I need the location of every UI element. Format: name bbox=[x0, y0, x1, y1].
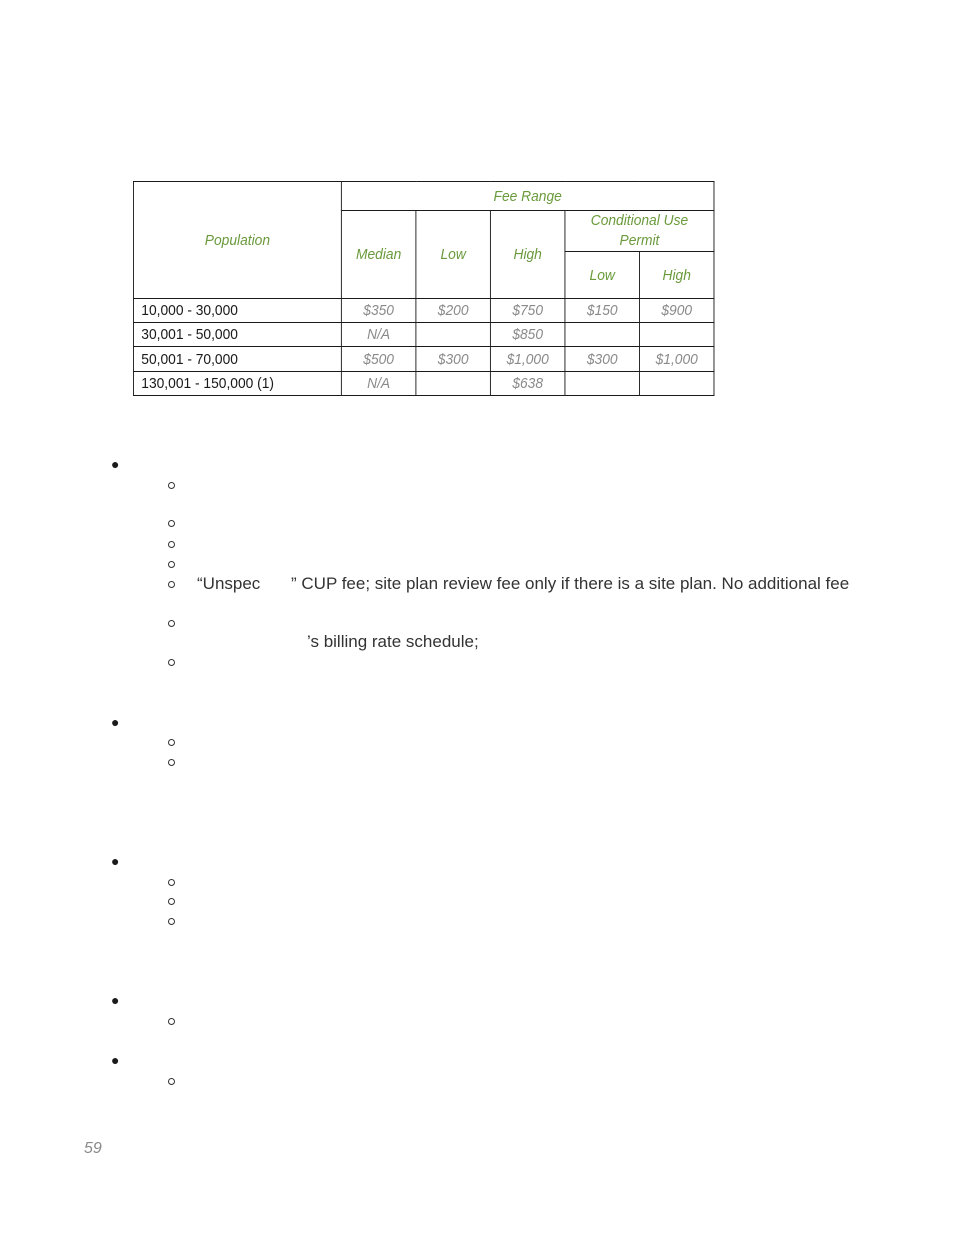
sub-bullet-marker bbox=[168, 520, 175, 527]
cup-high-cell: $1,000 bbox=[639, 347, 714, 372]
table-row bbox=[133, 372, 714, 396]
high-header: High bbox=[490, 211, 565, 299]
bullet-marker: ● bbox=[111, 992, 120, 1008]
fee-range-table bbox=[133, 181, 714, 396]
high-cell: $750 bbox=[490, 299, 565, 323]
sub-bullet-marker bbox=[168, 581, 175, 588]
sub-bullet-marker bbox=[168, 482, 175, 489]
sub-bullet-marker bbox=[168, 561, 175, 568]
sub-bullet-marker bbox=[168, 1018, 175, 1025]
bullet-marker: ● bbox=[111, 853, 120, 869]
bullet-marker: ● bbox=[111, 1052, 120, 1068]
list-text-fragment: ” CUP fee; site plan review fee only if there is a site plan. No additional fee bbox=[291, 574, 850, 593]
median-cell: $350 bbox=[341, 299, 416, 323]
bullet-marker: ● bbox=[111, 456, 120, 472]
sub-bullet-marker bbox=[168, 739, 175, 746]
table-row bbox=[133, 299, 714, 323]
high-cell: $850 bbox=[490, 323, 565, 347]
population-cell: 130,001 - 150,000 (1) bbox=[133, 372, 341, 396]
population-cell: 50,001 - 70,000 bbox=[133, 347, 341, 372]
bullet-marker: ● bbox=[111, 714, 120, 730]
population-cell: 30,001 - 50,000 bbox=[133, 323, 341, 347]
cup-high-header: High bbox=[639, 252, 714, 299]
median-cell: N/A bbox=[341, 372, 416, 396]
low-header: Low bbox=[416, 211, 491, 299]
median-cell: $500 bbox=[341, 347, 416, 372]
population-header: Population bbox=[133, 182, 341, 299]
low-cell bbox=[416, 323, 491, 347]
sub-bullet-marker bbox=[168, 659, 175, 666]
sub-bullet-marker bbox=[168, 620, 175, 627]
cup-high-cell bbox=[639, 323, 714, 347]
cup-low-cell: $300 bbox=[565, 347, 640, 372]
cup-high-cell bbox=[639, 372, 714, 396]
cup-header: Conditional Use Permit bbox=[565, 211, 714, 252]
cup-high-cell: $900 bbox=[639, 299, 714, 323]
high-cell: $1,000 bbox=[490, 347, 565, 372]
sub-bullet-marker bbox=[168, 541, 175, 548]
sub-bullet-marker bbox=[168, 1078, 175, 1085]
page-number: 59 bbox=[84, 1140, 102, 1157]
low-cell: $300 bbox=[416, 347, 491, 372]
cup-low-cell bbox=[565, 372, 640, 396]
cup-low-header: Low bbox=[565, 252, 640, 299]
sub-bullet-marker bbox=[168, 879, 175, 886]
population-cell: 10,000 - 30,000 bbox=[133, 299, 341, 323]
median-cell: N/A bbox=[341, 323, 416, 347]
sub-bullet-marker bbox=[168, 918, 175, 925]
table-row bbox=[133, 323, 714, 347]
fee-range-header: Fee Range bbox=[341, 182, 714, 211]
high-cell: $638 bbox=[490, 372, 565, 396]
sub-bullet-marker bbox=[168, 898, 175, 905]
median-header: Median bbox=[341, 211, 416, 299]
list-text-fragment: “Unspec bbox=[197, 574, 261, 593]
sub-bullet-marker bbox=[168, 759, 175, 766]
cup-low-cell bbox=[565, 323, 640, 347]
table-row bbox=[133, 347, 714, 372]
cup-low-cell: $150 bbox=[565, 299, 640, 323]
low-cell bbox=[416, 372, 491, 396]
list-text-fragment: ’s billing rate schedule; bbox=[307, 632, 479, 651]
low-cell: $200 bbox=[416, 299, 491, 323]
